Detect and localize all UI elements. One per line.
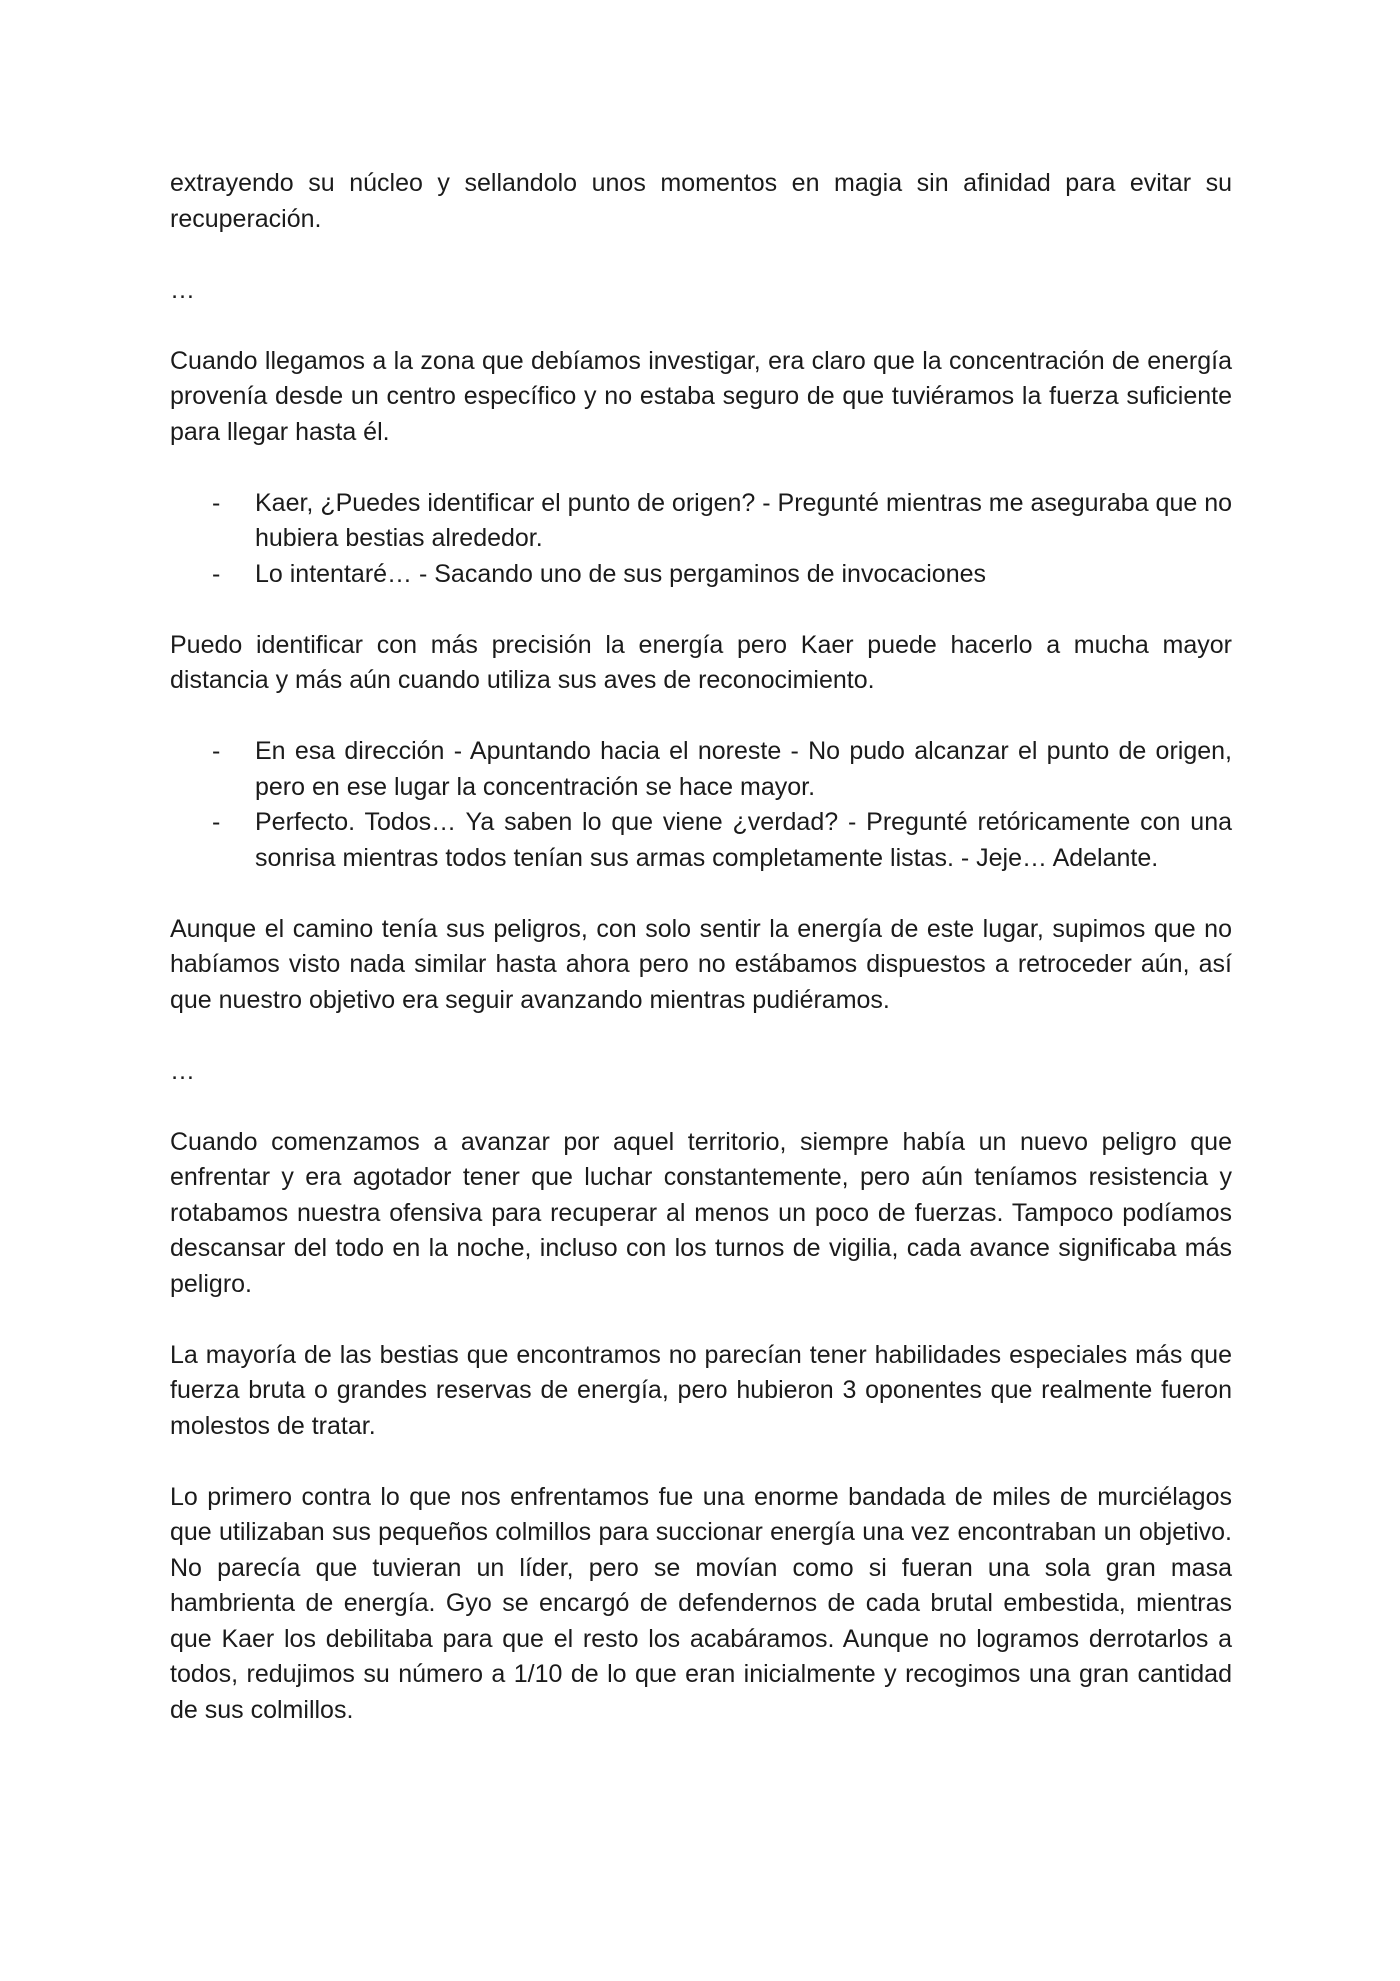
dialogue-list xyxy=(170,734,1232,876)
dialogue-text: Kaer, ¿Puedes identificar el punto de origen? - Pregunté mientras me aseguraba que no hubiera bestias alrededor. xyxy=(255,488,1233,552)
dialogue-line xyxy=(170,557,1232,593)
dialogue-line xyxy=(170,486,1232,557)
paragraph: Puedo identificar con más precisión la energía pero Kaer puede hacerlo a mucha mayor distancia y más aún cuando utiliza sus aves de reconocimiento. xyxy=(170,630,1232,694)
dialogue-dash: - xyxy=(212,737,221,765)
scene-separator: … xyxy=(170,275,196,304)
paragraph: Lo primero contra lo que nos enfrentamos fue una enorme bandada de miles de murciélagos que utilizaban sus pequeños colmillos para succionar energía una vez encontraban un objetivo. No parecía que tuvieran un líder, pero se movían como si fueran una sola gran masa hambrienta de energía. Gyo se encargó de defendernos de cada brutal embestida, mientras que Kaer los debilitaba para que el resto los acabáramos. Aunque no logramos derrotarlos a todos, redujimos su número a 1/10 de lo que eran inicialmente y recogimos una gran cantidad de sus colmillos. xyxy=(170,1482,1232,1724)
dialogue-dash: - xyxy=(212,488,221,517)
dialogue-text: Lo intentaré… - Sacando uno de sus pergaminos de invocaciones xyxy=(255,559,987,588)
dialogue-line xyxy=(170,805,1232,876)
paragraph: extrayendo su núcleo y sellandolo unos momentos en magia sin afinidad para evitar su recuperación. xyxy=(170,169,1232,233)
dialogue-text: En esa dirección - Apuntando hacia el noreste - No pudo alcanzar el punto de origen, pero en ese lugar la concentración se hace mayor. xyxy=(255,737,1232,801)
paragraph: Cuando llegamos a la zona que debíamos investigar, era claro que la concentración de energía provenía desde un centro específico y no estaba seguro de que tuviéramos la fuerza suficiente para llegar hasta él. xyxy=(170,346,1232,446)
dialogue-dash: - xyxy=(212,559,221,588)
paragraph: La mayoría de las bestias que encontramos no parecían tener habilidades especiales más que fuerza bruta o grandes reservas de energía, pero hubieron 3 oponentes que realmente fueron molestos de tratar. xyxy=(170,1340,1232,1440)
paragraph: Aunque el camino tenía sus peligros, con solo sentir la energía de este lugar, supimos que no habíamos visto nada similar hasta ahora pero no estábamos dispuestos a retroceder aún, así que nuestro objetivo era seguir avanzando mientras pudiéramos. xyxy=(170,914,1232,1014)
dialogue-dash: - xyxy=(212,808,221,836)
document-body xyxy=(170,166,1232,1764)
dialogue-text: Perfecto. Todos… Ya saben lo que viene ¿verdad? - Pregunté retóricamente con una sonrisa mientras todos tenían sus armas completamente listas. - Jeje… Adelante. xyxy=(255,808,1232,872)
scene-separator: … xyxy=(170,1056,196,1085)
dialogue-line xyxy=(170,734,1232,805)
paragraph: Cuando comenzamos a avanzar por aquel territorio, siempre había un nuevo peligro que enfrentar y era agotador tener que luchar constantemente, pero aún teníamos resistencia y rotabamos nuestra ofensiva para recuperar al menos un poco de fuerzas. Tampoco podíamos descansar del todo en la noche, incluso con los turnos de vigilia, cada avance significaba más peligro. xyxy=(170,1127,1232,1298)
dialogue-list xyxy=(170,486,1232,593)
